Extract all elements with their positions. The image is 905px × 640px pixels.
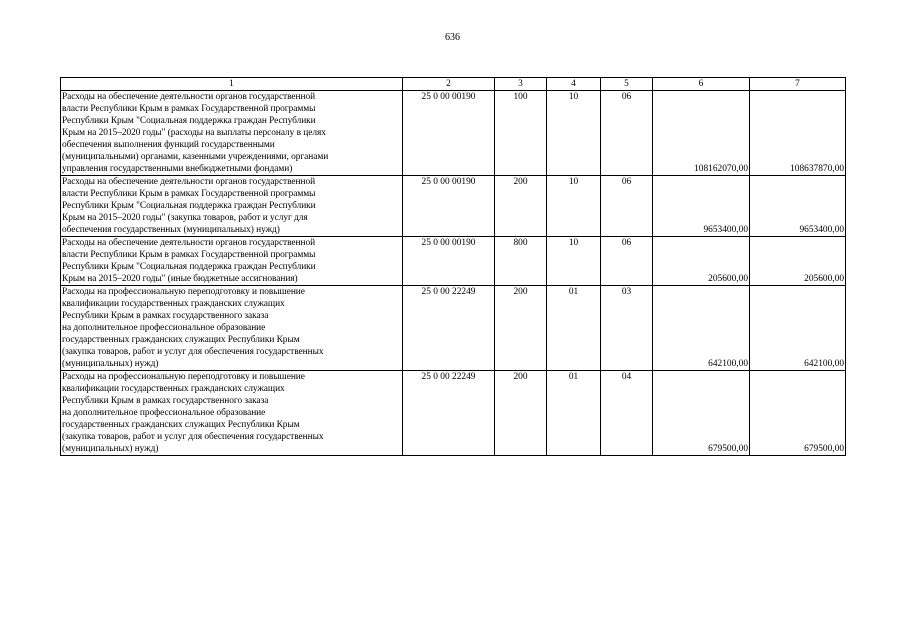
subsection-code: 06 <box>601 176 653 237</box>
amount-col-7: 9653400,00 <box>750 176 846 237</box>
subsection-code: 04 <box>601 371 653 456</box>
amount-col-6: 679500,00 <box>653 371 750 456</box>
amount-col-7: 679500,00 <box>750 371 846 456</box>
column-header: 6 <box>653 78 750 91</box>
description-line: (муниципальными) органами, казенными учреждениями, органами <box>62 152 329 162</box>
description-line: обеспечения выполнения функций государственными <box>62 140 275 150</box>
section-code: 10 <box>547 237 601 286</box>
expense-type-code: 200 <box>495 371 547 456</box>
description-line: (закупка товаров, работ и услуг для обеспечения государственных <box>62 347 324 357</box>
description-line: Республики Крым в рамках государственного заказа <box>62 311 269 321</box>
description-line: государственных гражданских служащих Республики Крым <box>62 335 300 345</box>
target-article-code: 25 0 00 22249 <box>403 371 495 456</box>
row-description <box>61 91 403 176</box>
target-article-code: 25 0 00 00190 <box>403 176 495 237</box>
row-description <box>61 371 403 456</box>
description-line: Крым на 2015–2020 годы" (иные бюджетные ассигнования) <box>62 274 298 284</box>
description-line: Расходы на профессиональную переподготовку и повышение <box>62 372 305 382</box>
expense-type-code: 800 <box>495 237 547 286</box>
description-line: Республики Крым "Социальная поддержка граждан Республики <box>62 201 316 211</box>
description-line: квалификации государственных гражданских служащих <box>62 384 285 394</box>
description-line: квалификации государственных гражданских служащих <box>62 299 285 309</box>
amount-col-7: 642100,00 <box>750 286 846 371</box>
row-description <box>61 176 403 237</box>
column-header: 7 <box>750 78 846 91</box>
expense-type-code: 200 <box>495 176 547 237</box>
table-row <box>61 91 846 176</box>
description-line: (муниципальных) нужд) <box>62 359 159 369</box>
column-header: 3 <box>495 78 547 91</box>
table-row <box>61 176 846 237</box>
description-line: на дополнительное профессиональное образование <box>62 408 266 418</box>
table-row <box>61 371 846 456</box>
column-header: 1 <box>61 78 403 91</box>
column-header: 2 <box>403 78 495 91</box>
description-line: обеспечения государственных (муниципальных) нужд) <box>62 225 280 235</box>
section-code: 01 <box>547 371 601 456</box>
description-line: Республики Крым "Социальная поддержка граждан Республики <box>62 116 316 126</box>
amount-col-6: 9653400,00 <box>653 176 750 237</box>
target-article-code: 25 0 00 00190 <box>403 237 495 286</box>
budget-table <box>60 77 846 456</box>
description-line: (закупка товаров, работ и услуг для обеспечения государственных <box>62 432 324 442</box>
description-line: Республики Крым "Социальная поддержка граждан Республики <box>62 262 316 272</box>
section-code: 10 <box>547 91 601 176</box>
amount-col-7: 205600,00 <box>750 237 846 286</box>
row-description <box>61 286 403 371</box>
description-line: на дополнительное профессиональное образование <box>62 323 266 333</box>
column-number-row <box>61 78 846 91</box>
description-line: управления государственными внебюджетными фондами) <box>62 164 293 174</box>
target-article-code: 25 0 00 00190 <box>403 91 495 176</box>
subsection-code: 03 <box>601 286 653 371</box>
page-number: 636 <box>445 32 460 43</box>
amount-col-7: 108637870,00 <box>750 91 846 176</box>
row-description <box>61 237 403 286</box>
amount-col-6: 108162070,00 <box>653 91 750 176</box>
description-line: (муниципальных) нужд) <box>62 444 159 454</box>
description-line: власти Республики Крым в рамках Государственной программы <box>62 104 316 114</box>
table-row <box>61 237 846 286</box>
description-line: Республики Крым в рамках государственного заказа <box>62 396 269 406</box>
table-row <box>61 286 846 371</box>
subsection-code: 06 <box>601 237 653 286</box>
description-line: Расходы на обеспечение деятельности органов государственной <box>62 92 316 102</box>
expense-type-code: 200 <box>495 286 547 371</box>
expense-type-code: 100 <box>495 91 547 176</box>
amount-col-6: 642100,00 <box>653 286 750 371</box>
description-line: Расходы на профессиональную переподготовку и повышение <box>62 287 305 297</box>
target-article-code: 25 0 00 22249 <box>403 286 495 371</box>
description-line: власти Республики Крым в рамках Государственной программы <box>62 250 316 260</box>
section-code: 10 <box>547 176 601 237</box>
description-line: государственных гражданских служащих Республики Крым <box>62 420 300 430</box>
amount-col-6: 205600,00 <box>653 237 750 286</box>
description-line: Крым на 2015–2020 годы" (расходы на выплаты персоналу в целях <box>62 128 326 138</box>
column-header: 4 <box>547 78 601 91</box>
section-code: 01 <box>547 286 601 371</box>
description-line: Расходы на обеспечение деятельности органов государственной <box>62 177 316 187</box>
description-line: Крым на 2015–2020 годы" (закупка товаров, работ и услуг для <box>62 213 308 223</box>
column-header: 5 <box>601 78 653 91</box>
description-line: Расходы на обеспечение деятельности органов государственной <box>62 238 316 248</box>
description-line: власти Республики Крым в рамках Государственной программы <box>62 189 316 199</box>
subsection-code: 06 <box>601 91 653 176</box>
